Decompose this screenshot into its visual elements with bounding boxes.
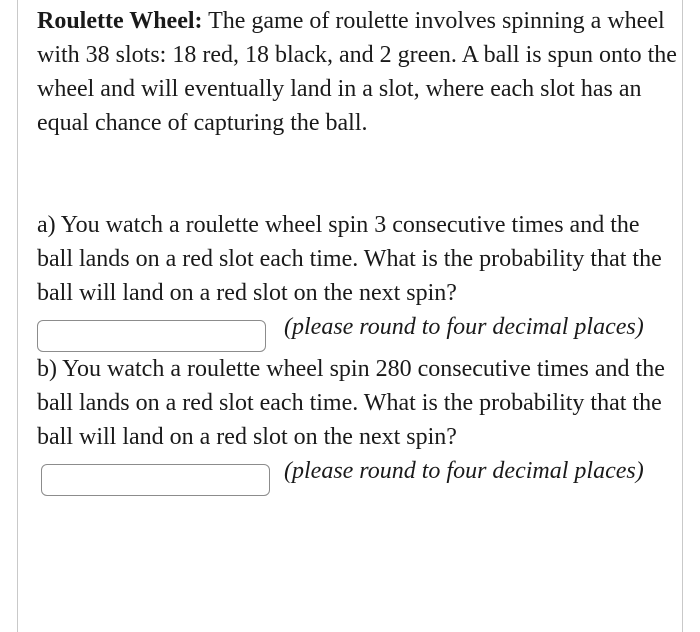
part-b bbox=[37, 352, 677, 496]
part-a-answer-input[interactable] bbox=[37, 320, 266, 352]
part-b-answer-input[interactable] bbox=[41, 464, 270, 496]
part-a-question: a) You watch a roulette wheel spin 3 consecutive times and the ball lands on a red slot each time. What is the probability that the ball will land on a red slot on the next spin? bbox=[37, 212, 662, 306]
question-content bbox=[37, 4, 677, 496]
part-a-hint: (please round to four decimal places) bbox=[284, 314, 644, 340]
question-panel bbox=[17, 0, 683, 632]
part-a bbox=[37, 208, 677, 352]
problem-title: Roulette Wheel: bbox=[37, 8, 203, 34]
problem-description: The game of roulette involves spinning a wheel with 38 slots: 18 red, 18 black, and 2 green. A ball is spun onto the wheel and will eventually land in a slot, where each slot has an equal chance of capturing the ball. bbox=[37, 8, 677, 136]
part-b-question: b) You watch a roulette wheel spin 280 consecutive times and the ball lands on a red slot each time. What is the probability that the ball will land on a red slot on the next spin? bbox=[37, 356, 665, 450]
part-b-hint: (please round to four decimal places) bbox=[284, 458, 644, 484]
problem-intro bbox=[37, 4, 677, 140]
